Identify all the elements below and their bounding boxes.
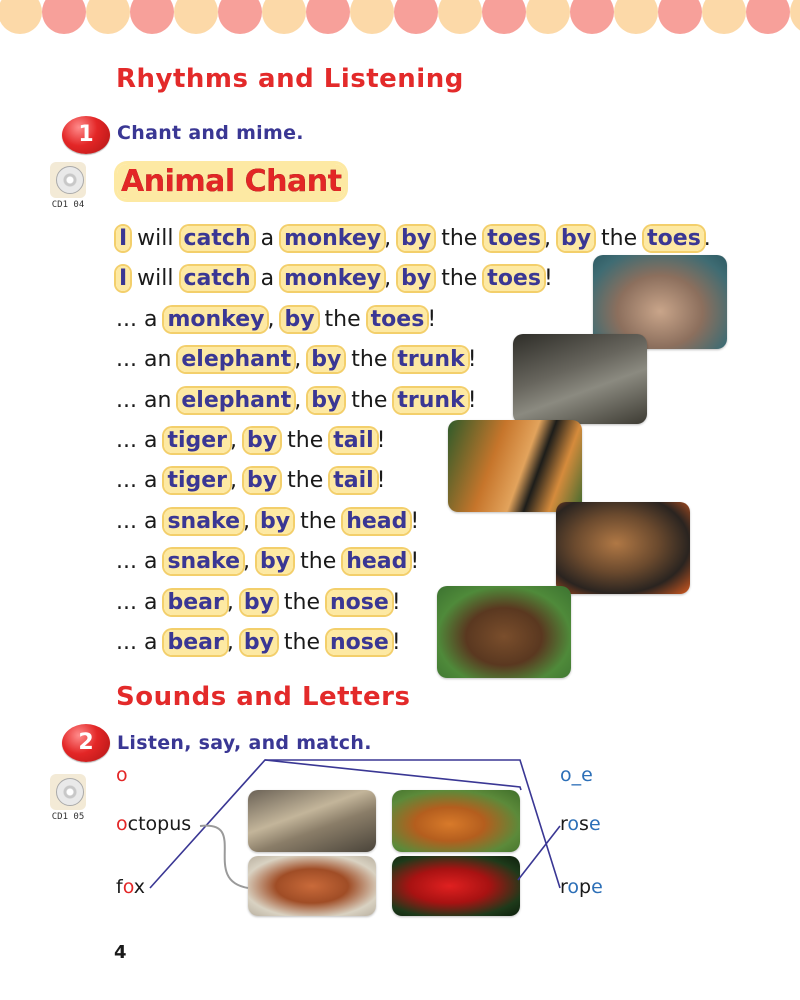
chant-text-segment: , xyxy=(243,508,258,534)
highlighted-word: nose xyxy=(327,590,392,615)
chant-text-segment: ! xyxy=(391,589,401,615)
highlighted-word: tail xyxy=(330,428,376,453)
chant-text-segment: ! xyxy=(376,468,386,494)
chant-text-segment: ... an xyxy=(116,387,179,413)
chant-text-segment: the xyxy=(344,347,395,373)
highlighted-word: by xyxy=(241,590,277,615)
chant-text-segment: ! xyxy=(391,629,401,655)
chant-text-segment: , xyxy=(267,306,282,332)
highlighted-word: trunk xyxy=(394,388,467,413)
scallop-bump xyxy=(614,0,658,34)
chant-text-segment: , xyxy=(384,266,399,292)
scallop-bump xyxy=(746,0,790,34)
highlighted-word: toes xyxy=(368,307,428,332)
highlighted-word: catch xyxy=(181,226,254,251)
word-letter: s xyxy=(579,813,589,835)
chant-text-segment: the xyxy=(280,427,331,453)
section-title-sounds: Sounds and Letters xyxy=(116,682,411,712)
word-letter: e xyxy=(588,813,601,835)
chant-text-segment: , xyxy=(230,427,245,453)
chant-text-segment: ! xyxy=(427,306,437,332)
scallop-bump xyxy=(702,0,746,34)
scallop-bump xyxy=(42,0,86,34)
chant-text-segment: a xyxy=(253,266,282,292)
chant-text-segment: ... a xyxy=(116,306,165,332)
highlighted-word: by xyxy=(244,468,280,493)
highlighted-word: nose xyxy=(327,630,392,655)
word-letter: o xyxy=(567,876,580,898)
word-letter: e xyxy=(591,876,603,898)
word-fox[interactable] xyxy=(116,876,145,898)
word-letter: o xyxy=(122,876,134,898)
bear-photo xyxy=(437,586,571,678)
word-letter: x xyxy=(133,876,145,898)
chant-text-segment: ! xyxy=(467,347,477,373)
scallop-bump xyxy=(86,0,130,34)
activity-number-badge: 2 xyxy=(62,724,110,762)
chant-text-segment: ! xyxy=(467,387,477,413)
chant-text-segment: , xyxy=(543,226,558,251)
chant-text-segment: the xyxy=(317,306,368,332)
chant-title xyxy=(117,164,345,199)
chant-line xyxy=(116,626,711,666)
word-letter: r xyxy=(560,813,568,835)
chant-text-segment: , xyxy=(294,347,309,373)
right-letter-header: o_e xyxy=(560,764,593,786)
chant-text-segment: . xyxy=(703,226,711,251)
highlighted-word: bear xyxy=(164,630,226,655)
activity-number-badge: 1 xyxy=(62,116,110,154)
highlighted-word: monkey xyxy=(281,266,384,291)
cd-icon xyxy=(50,774,86,810)
chant-text-segment: , xyxy=(230,468,245,494)
highlighted-word: by xyxy=(398,266,434,291)
word-letter: o xyxy=(567,813,580,835)
word-rose[interactable] xyxy=(560,813,601,835)
highlighted-word: monkey xyxy=(281,226,384,251)
chant-text-segment: ! xyxy=(410,549,420,575)
scallop-bump xyxy=(438,0,482,34)
chant-text-segment: the xyxy=(434,226,485,251)
chant-text-segment: the xyxy=(276,629,328,655)
chant-text-segment: the xyxy=(293,549,344,575)
chant-text-segment: ... a xyxy=(116,468,165,494)
scallop-bump xyxy=(350,0,394,34)
chant-text-segment: ! xyxy=(376,427,386,453)
cd-track-icon[interactable] xyxy=(44,774,92,822)
chant-text-segment: will xyxy=(130,266,181,292)
word-letter: ctopus xyxy=(127,813,192,835)
scallop-bump xyxy=(218,0,262,34)
scallop-bump xyxy=(306,0,350,34)
highlighted-word: I xyxy=(116,266,130,291)
highlighted-word: tiger xyxy=(164,428,230,453)
cd-track-icon[interactable] xyxy=(44,162,92,210)
scallop-bump xyxy=(130,0,174,34)
scallop-bump xyxy=(526,0,570,34)
left-letter-header: o xyxy=(116,764,128,786)
word-letter: f xyxy=(116,876,123,898)
highlighted-word: toes xyxy=(644,226,704,251)
chant-text-segment: , xyxy=(294,387,309,413)
chant-text-segment: ! xyxy=(410,508,420,534)
chant-text-segment: ... a xyxy=(116,427,165,453)
highlighted-word: head xyxy=(343,509,410,534)
chant-text-segment: the xyxy=(280,468,331,494)
instruction-match: Listen, say, and match. xyxy=(117,732,372,754)
match-line-octopus xyxy=(200,826,248,888)
cd-track-label: CD1 05 xyxy=(51,812,85,822)
highlighted-word: elephant xyxy=(178,388,294,413)
chant-text-segment: , xyxy=(384,226,399,251)
highlighted-word: snake xyxy=(164,549,243,574)
chant-text-segment: , xyxy=(226,589,241,615)
chant-text-segment: ... an xyxy=(116,347,179,373)
highlighted-word: I xyxy=(116,226,130,251)
word-letter: o xyxy=(116,813,128,835)
word-letter: p xyxy=(579,876,592,898)
instruction-chant: Chant and mime. xyxy=(117,122,304,144)
highlighted-word: by xyxy=(308,388,344,413)
cd-icon xyxy=(50,162,86,198)
highlighted-word: head xyxy=(343,549,410,574)
highlighted-word: by xyxy=(308,347,344,372)
chant-text-segment: ! xyxy=(543,266,553,292)
elephant-photo xyxy=(513,334,647,424)
scallop-bump xyxy=(0,0,42,34)
chant-text-segment: ... a xyxy=(116,508,165,534)
scallop-bump xyxy=(658,0,702,34)
word-rope[interactable] xyxy=(560,876,603,898)
highlighted-word: tail xyxy=(330,468,376,493)
snake-photo xyxy=(556,502,690,594)
chant-text-segment: ... a xyxy=(116,629,165,655)
chant-text-segment: the xyxy=(434,266,485,292)
chant-title-text: Animal Chant xyxy=(117,164,345,199)
highlighted-word: by xyxy=(257,549,293,574)
chant-line xyxy=(116,464,711,504)
scallop-bump xyxy=(790,0,800,34)
section-title-rhythms: Rhythms and Listening xyxy=(116,64,464,94)
page-number: 4 xyxy=(114,942,127,963)
chant-text-segment: ... a xyxy=(116,549,165,575)
highlighted-word: monkey xyxy=(164,307,267,332)
scallop-bump xyxy=(174,0,218,34)
chant-text-segment: , xyxy=(226,629,241,655)
fox-photo[interactable] xyxy=(392,790,520,852)
highlighted-word: tiger xyxy=(164,468,230,493)
highlighted-word: by xyxy=(241,630,277,655)
chant-text-segment: will xyxy=(130,226,181,251)
highlighted-word: by xyxy=(281,307,317,332)
chant-text-segment: the xyxy=(293,508,344,534)
scallop-bump xyxy=(394,0,438,34)
highlighted-word: elephant xyxy=(178,347,294,372)
match-line-rose xyxy=(518,826,560,880)
chant-text-segment: the xyxy=(276,589,328,615)
highlighted-word: toes xyxy=(484,226,544,251)
tiger-photo xyxy=(448,420,582,512)
octopus-photo[interactable] xyxy=(248,856,376,916)
chant-text-segment: the xyxy=(594,226,645,251)
word-octopus[interactable] xyxy=(116,813,191,835)
rope-photo[interactable] xyxy=(248,790,376,852)
chant-text-segment: ... a xyxy=(116,589,165,615)
scallop-bump xyxy=(262,0,306,34)
cd-track-label: CD1 04 xyxy=(51,200,85,210)
word-letter: r xyxy=(560,876,568,898)
highlighted-word: trunk xyxy=(394,347,467,372)
scallop-bump xyxy=(482,0,526,34)
highlighted-word: by xyxy=(558,226,594,251)
highlighted-word: by xyxy=(398,226,434,251)
chant-line xyxy=(116,424,711,464)
highlighted-word: toes xyxy=(484,266,544,291)
chant-text-segment: , xyxy=(243,549,258,575)
chant-text-segment: a xyxy=(253,226,282,251)
rose-photo[interactable] xyxy=(392,856,520,916)
highlighted-word: catch xyxy=(181,266,254,291)
highlighted-word: by xyxy=(257,509,293,534)
highlighted-word: by xyxy=(244,428,280,453)
chant-text-segment: the xyxy=(344,387,395,413)
highlighted-word: snake xyxy=(164,509,243,534)
highlighted-word: bear xyxy=(164,590,226,615)
scalloped-top-border xyxy=(0,0,800,36)
scallop-bump xyxy=(570,0,614,34)
